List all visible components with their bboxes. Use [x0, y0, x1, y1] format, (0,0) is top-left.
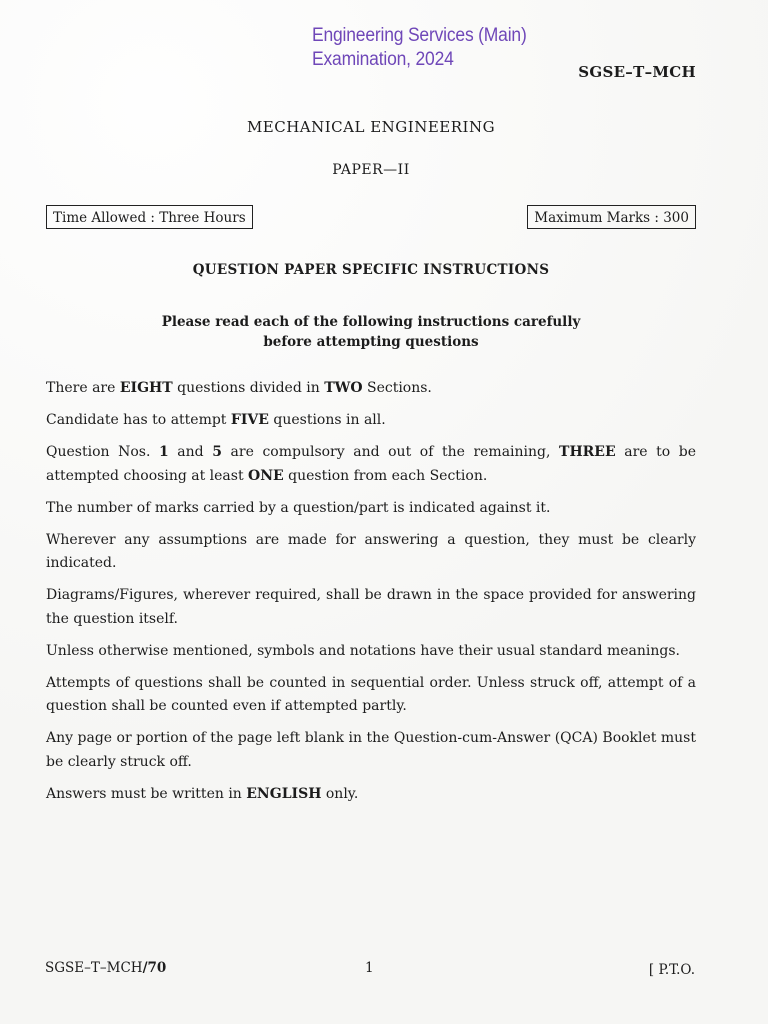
stamp-line-1: Engineering Services (Main)	[312, 25, 527, 46]
instruction-10: Answers must be written in ENGLISH only.	[46, 785, 359, 802]
exam-stamp	[312, 24, 527, 72]
instructions-heading: QUESTION PAPER SPECIFIC INSTRUCTIONS	[192, 262, 550, 278]
stamp-line-2: Examination, 2024	[312, 49, 454, 70]
footer-paper-code: SGSE–T–MCH/70	[45, 960, 167, 976]
subject-title: MECHANICAL ENGINEERING	[246, 118, 496, 136]
instruction-8: Attempts of questions shall be counted in sequential order. Unless struck off, attempt of a question shall be counted even if attempted partly.	[46, 674, 696, 714]
instruction-7: Unless otherwise mentioned, symbols and notations have their usual standard meanings.	[46, 642, 680, 659]
time-allowed-box: Time Allowed : Three Hours	[46, 205, 253, 229]
instruction-5: Wherever any assumptions are made for answering a question, they must be clearly indicated.	[46, 531, 696, 571]
instruction-9: Any page or portion of the page left blank in the Question-cum-Answer (QCA) Booklet must be clearly struck off.	[46, 730, 696, 770]
paper-code: SGSE–T–MCH	[578, 63, 696, 81]
maximum-marks-box: Maximum Marks : 300	[527, 205, 696, 229]
instruction-3: Question Nos. 1 and 5 are compulsory and out of the remaining, THREE are to be attempted choosing at least ONE question from each Section.	[46, 444, 697, 484]
instruction-6: Diagrams/Figures, wherever required, shall be drawn in the space provided for answering the question itself.	[46, 587, 696, 627]
footer-pto: [ P.T.O.	[648, 962, 695, 978]
instruction-4: The number of marks carried by a question/part is indicated against it.	[46, 499, 551, 516]
subheading-line-1: Please read each of the following instructions carefully	[161, 314, 581, 330]
subheading-line-2: before attempting questions	[263, 334, 479, 350]
footer-page-number: 1	[365, 960, 374, 976]
instructions-subheading	[0, 312, 742, 352]
paper-number: PAPER—II	[332, 162, 410, 178]
instruction-2: Candidate has to attempt FIVE questions in all.	[46, 412, 386, 428]
instructions-list	[46, 377, 696, 815]
instruction-1: There are EIGHT questions divided in TWO Sections.	[46, 380, 432, 396]
